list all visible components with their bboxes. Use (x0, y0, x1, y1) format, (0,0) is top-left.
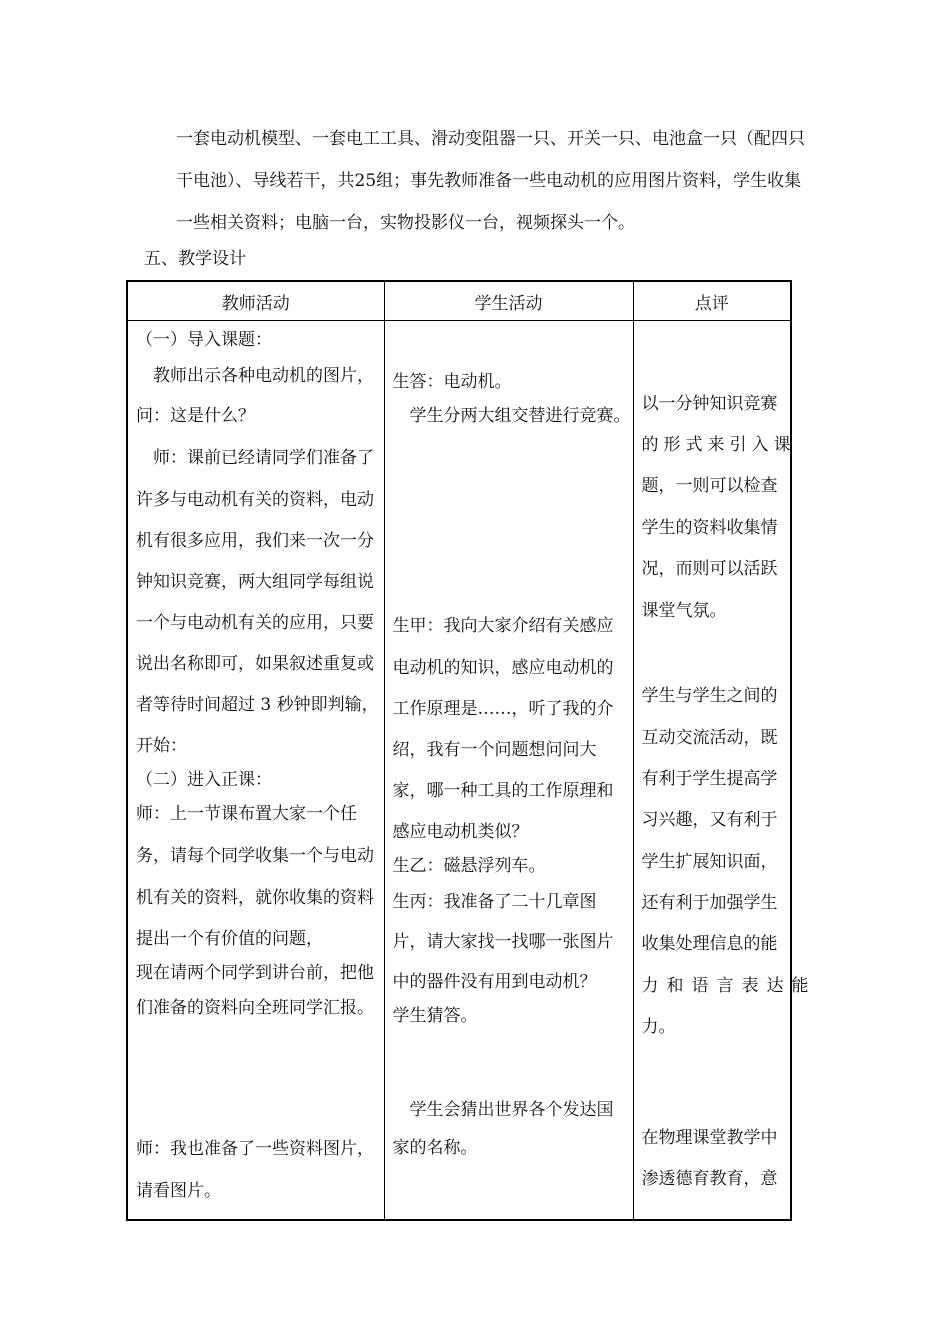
comment-cell (633, 321, 817, 1221)
comment-line: 题，一则可以检查 (641, 476, 778, 496)
intro-paragraph (176, 118, 816, 244)
student-line: 感应电动机类似？ (392, 822, 529, 842)
teacher-line: 问：这是什么？ (136, 406, 255, 426)
teacher-line: 提出一个有价值的问题， (136, 929, 323, 949)
section-title: 五、教学设计 (144, 249, 246, 269)
comment-line: 在物理课堂教学中 (641, 1128, 778, 1148)
comment-line: 况，而则可以活跃 (641, 559, 778, 579)
teacher-activity-cell (127, 321, 384, 1221)
student-line: 学生分两大组交替进行竞赛。 (392, 406, 631, 426)
teacher-line: 开始： (136, 736, 187, 756)
header-comment: 点评 (633, 281, 791, 321)
teacher-line: 务，请每个同学收集一个与电动 (136, 846, 374, 866)
teacher-line: 者等待时间超过 3 秒钟即判输， (136, 695, 379, 715)
student-line: 家的名称。 (392, 1138, 478, 1158)
intro-line: 一套电动机模型、一套电工工具、滑动变阻器一只、开关一只、电池盒一只（配四只 (176, 129, 805, 149)
comment-line: 还有利于加强学生 (641, 893, 778, 913)
student-line: 绍，我有一个问题想问问大 (392, 740, 597, 760)
comment-line: 学生扩展知识面， (641, 852, 778, 872)
teacher-line: 们准备的资料向全班同学汇报。 (136, 998, 374, 1018)
comment-line: 力。 (641, 1017, 676, 1037)
header-teacher-activity: 教师活动 (127, 281, 384, 321)
comment-line: 学生的资料收集情 (641, 518, 778, 538)
comment-line: 以一分钟知识竞赛 (641, 394, 778, 414)
teacher-line: 现在请两个同学到讲台前，把他 (136, 963, 374, 983)
student-line: 片，请大家找一找哪一张图片 (392, 932, 614, 952)
lesson-design-table (126, 280, 817, 1221)
teacher-line: （二）进入正课： (136, 770, 272, 790)
comment-line: 互动交流活动，既 (641, 728, 778, 748)
comment-line: 学生与学生之间的 (641, 686, 778, 706)
comment-line: 力和语言表达能 (641, 976, 817, 996)
teacher-line: 师：上一节课布置大家一个任 (136, 804, 357, 824)
student-line: 生乙：磁悬浮列车。 (392, 856, 546, 876)
student-line: 生答：电动机。 (392, 372, 512, 392)
teacher-line: 机有很多应用，我们来一次一分 (136, 531, 374, 551)
student-line: 家，哪一种工具的工作原理和 (392, 781, 614, 801)
comment-line: 习兴趣，又有利于 (641, 810, 778, 830)
student-activity-cell (384, 321, 633, 1221)
teacher-line: 师：我也准备了一些资料图片， (136, 1139, 374, 1159)
teacher-line: （一）导入课题： (136, 330, 272, 350)
comment-line: 课堂气氛。 (641, 601, 727, 621)
comment-line: 收集处理信息的能 (641, 934, 778, 954)
comment-line: 的形式来引入课 (641, 435, 796, 455)
student-line: 学生猜答。 (392, 1006, 478, 1026)
teacher-line: 说出名称即可，如果叙述重复或 (136, 654, 374, 674)
student-line: 中的器件没有用到电动机？ (392, 972, 597, 992)
teacher-line: 教师出示各种电动机的图片， (136, 366, 374, 386)
student-line: 电动机的知识，感应电动机的 (392, 658, 614, 678)
teacher-line: 师：课前已经请同学们准备了 (136, 448, 374, 468)
teacher-line: 钟知识竞赛，两大组同学每组说 (136, 572, 374, 592)
teacher-line: 一个与电动机有关的应用，只要 (136, 613, 374, 633)
intro-line: 干电池）、导线若干，共25组；事先教师准备一些电动机的应用图片资料，学生收集 (176, 171, 802, 191)
student-line: 生丙：我准备了二十几章图 (392, 892, 597, 912)
comment-line: 有利于学生提高学 (641, 769, 778, 789)
student-line: 生甲：我向大家介绍有关感应 (392, 616, 614, 636)
header-student-activity: 学生活动 (384, 281, 633, 321)
teacher-line: 许多与电动机有关的资料，电动 (136, 490, 374, 510)
teacher-line: 请看图片。 (136, 1181, 221, 1201)
teacher-line: 机有关的资料，就你收集的资料 (136, 888, 374, 908)
student-line: 工作原理是……，听了我的介 (392, 699, 614, 719)
intro-line: 一些相关资料；电脑一台，实物投影仪一台，视频探头一个。 (176, 213, 635, 233)
comment-line: 渗透德育教育，意 (641, 1169, 778, 1189)
student-line: 学生会猜出世界各个发达国 (392, 1100, 614, 1120)
